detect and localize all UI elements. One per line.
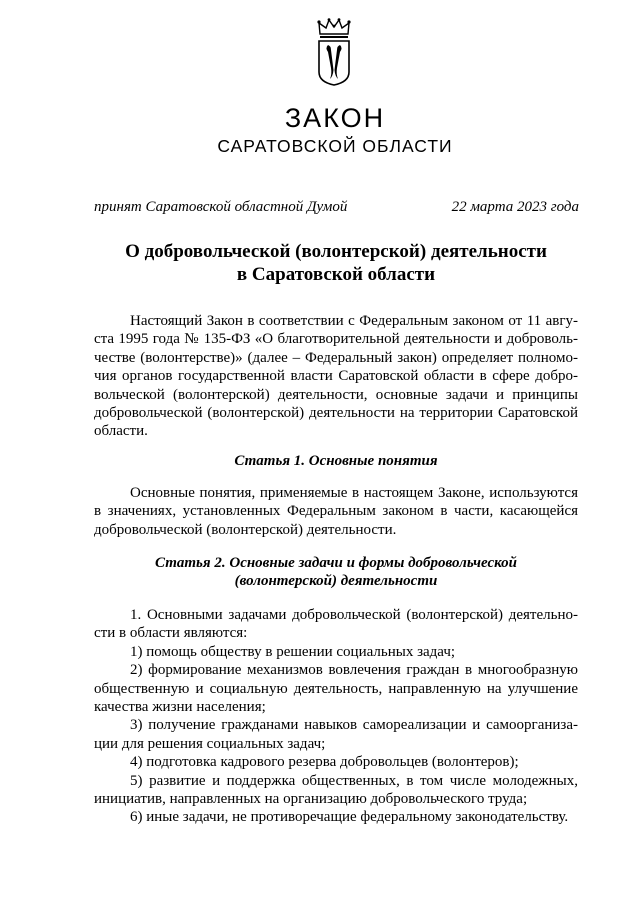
saratov-coat-of-arms-icon <box>316 18 352 86</box>
adoption-note: принят Саратовской областной Думой <box>94 199 348 215</box>
text-line: добровольческой (волонтерской) деятельности. <box>94 521 397 538</box>
text-line: ста 1995 года № 135-ФЗ «О благотворительной деятельности и доброволь- <box>94 331 578 348</box>
text-line: области. <box>94 423 148 440</box>
preamble-paragraph <box>94 312 578 441</box>
article-heading-text: Статья 2. Основные задачи и формы добровольческой <box>154 555 518 571</box>
text-line: добровольческой (волонтерской) деятельности на территории Саратовской <box>94 405 578 422</box>
list-item: 6) иные задачи, не противоречащие федеральному законодательству. <box>130 809 569 826</box>
text-line: общественную и социальную деятельность, направленную на улучшение <box>94 680 578 697</box>
article-2-body <box>94 606 578 827</box>
list-item: 3) получение гражданами навыков самореализации и самоорганиза- <box>130 717 578 734</box>
text-line: инициатив, направленных на организацию добровольческого труда; <box>94 791 528 808</box>
list-item: 2) формирование механизмов вовлечения граждан в многообразную <box>130 662 578 679</box>
text-line: Основные понятия, применяемые в настоящем Законе, используются <box>130 485 578 501</box>
adoption-date: 22 марта 2023 года <box>451 199 579 215</box>
list-item: 1) помощь обществу в решении социальных задач; <box>130 643 456 660</box>
text-line: сти в области являются: <box>94 625 248 642</box>
law-heading: ЗАКОН <box>284 103 386 133</box>
text-line: в значениях, установленных Федеральным законом в части, касающейся <box>94 503 578 520</box>
law-title <box>94 240 578 286</box>
article-heading-text: (волонтерской) деятельности <box>234 573 438 590</box>
article-1-heading <box>94 452 578 470</box>
text-line: честве (волонтерстве)» (далее – Федеральный закон) определяет полномо- <box>94 349 578 366</box>
list-item: 5) развитие и поддержка общественных, в том числе молодежных, <box>130 772 578 789</box>
article-heading-text: Статья 1. Основные понятия <box>234 453 438 469</box>
law-title-line: О добровольческой (волонтерской) деятельности <box>125 241 547 262</box>
article-1-paragraph <box>94 484 578 539</box>
text-line: вольческой (волонтерской) деятельности, основные задачи и принципы <box>94 386 578 403</box>
law-title-line: в Саратовской области <box>236 264 436 285</box>
text-line: ции для решения социальных задач; <box>94 735 326 752</box>
text-line: 1. Основными задачами добровольческой (волонтерской) деятельно- <box>130 607 578 623</box>
article-2-heading <box>94 554 578 591</box>
text-line: качества жизни населения; <box>94 699 266 716</box>
list-item: 4) подготовка кадрового резерва добровольцев (волонтеров); <box>130 754 519 771</box>
region-heading: САРАТОВСКОЙ ОБЛАСТИ <box>217 136 453 156</box>
text-line: Настоящий Закон в соответствии с Федеральным законом от 11 авгу- <box>130 313 578 329</box>
text-line: чия органов государственной власти Саратовской области в сфере добро- <box>94 368 578 385</box>
